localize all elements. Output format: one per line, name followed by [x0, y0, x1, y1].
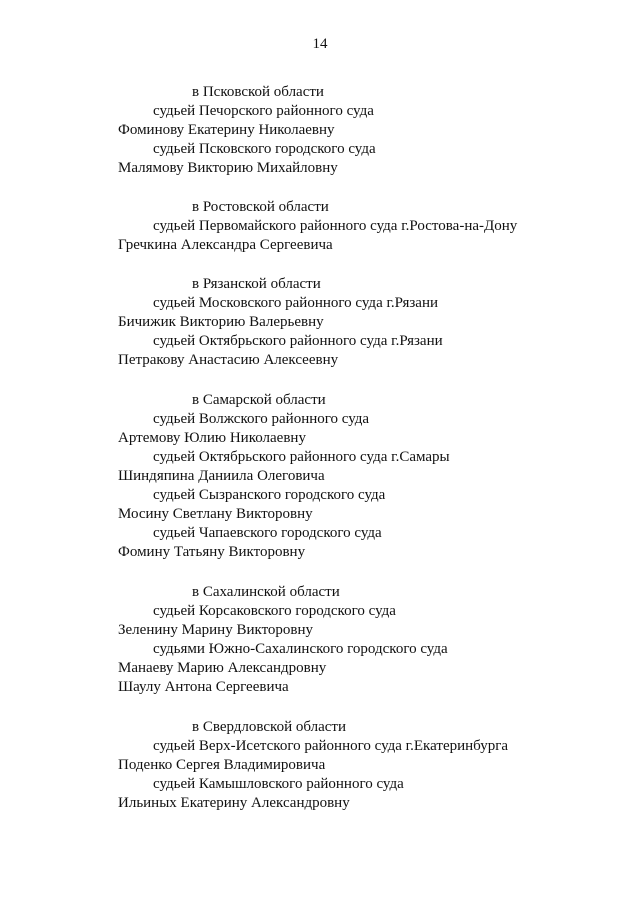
region-heading: в Самарской области — [192, 392, 326, 408]
judge-name: Фомину Татьяну Викторовну — [118, 544, 306, 560]
region-heading: в Рязанской области — [192, 276, 321, 292]
judge-name: Малямову Викторию Михайловну — [118, 160, 338, 176]
judge-name: Артемову Юлию Николаевну — [118, 430, 306, 446]
page-number: 14 — [312, 36, 328, 52]
region-heading: в Свердловской области — [192, 719, 347, 735]
judge-name: Петракову Анастасию Алексеевну — [118, 352, 339, 368]
court-appointment: судьей Октябрьского районного суда г.Самары — [153, 449, 450, 465]
court-appointment: судьей Корсаковского городского суда — [153, 603, 396, 619]
judge-name: Гречкина Александра Сергеевича — [118, 237, 333, 253]
region-heading: в Псковской области — [192, 84, 324, 100]
judge-name: Поденко Сергея Владимировича — [118, 757, 326, 773]
court-appointment: судьей Псковского городского суда — [153, 141, 376, 157]
court-appointment: судьей Сызранского городского суда — [153, 487, 386, 503]
judge-name: Зеленину Марину Викторовну — [118, 622, 314, 638]
judge-name: Манаеву Марию Александровну — [118, 660, 327, 676]
court-appointment: судьей Первомайского районного суда г.Ростова-на-Дону — [153, 218, 518, 234]
court-appointment: судьей Волжского районного суда — [153, 411, 370, 427]
judge-name: Мосину Светлану Викторовну — [118, 506, 313, 522]
region-heading: в Ростовской области — [192, 199, 329, 215]
court-appointment: судьей Верх-Исетского районного суда г.Екатеринбурга — [153, 738, 509, 754]
judge-name: Ильиных Екатерину Александровну — [118, 795, 350, 811]
region-heading: в Сахалинской области — [192, 584, 340, 600]
court-appointment: судьей Октябрьского районного суда г.Рязани — [153, 333, 443, 349]
judge-name: Бичижик Викторию Валерьевну — [118, 314, 324, 330]
judge-name: Фоминову Екатерину Николаевну — [118, 122, 335, 138]
court-appointment: судьей Московского районного суда г.Рязани — [153, 295, 438, 311]
court-appointment: судьями Южно-Сахалинского городского суда — [153, 641, 448, 657]
court-appointment: судьей Камышловского районного суда — [153, 776, 404, 792]
judge-name: Шаулу Антона Сергеевича — [118, 679, 289, 695]
court-appointment: судьей Чапаевского городского суда — [153, 525, 382, 541]
judge-name: Шиндяпина Даниила Олеговича — [118, 468, 325, 484]
court-appointment: судьей Печорского районного суда — [153, 103, 374, 119]
